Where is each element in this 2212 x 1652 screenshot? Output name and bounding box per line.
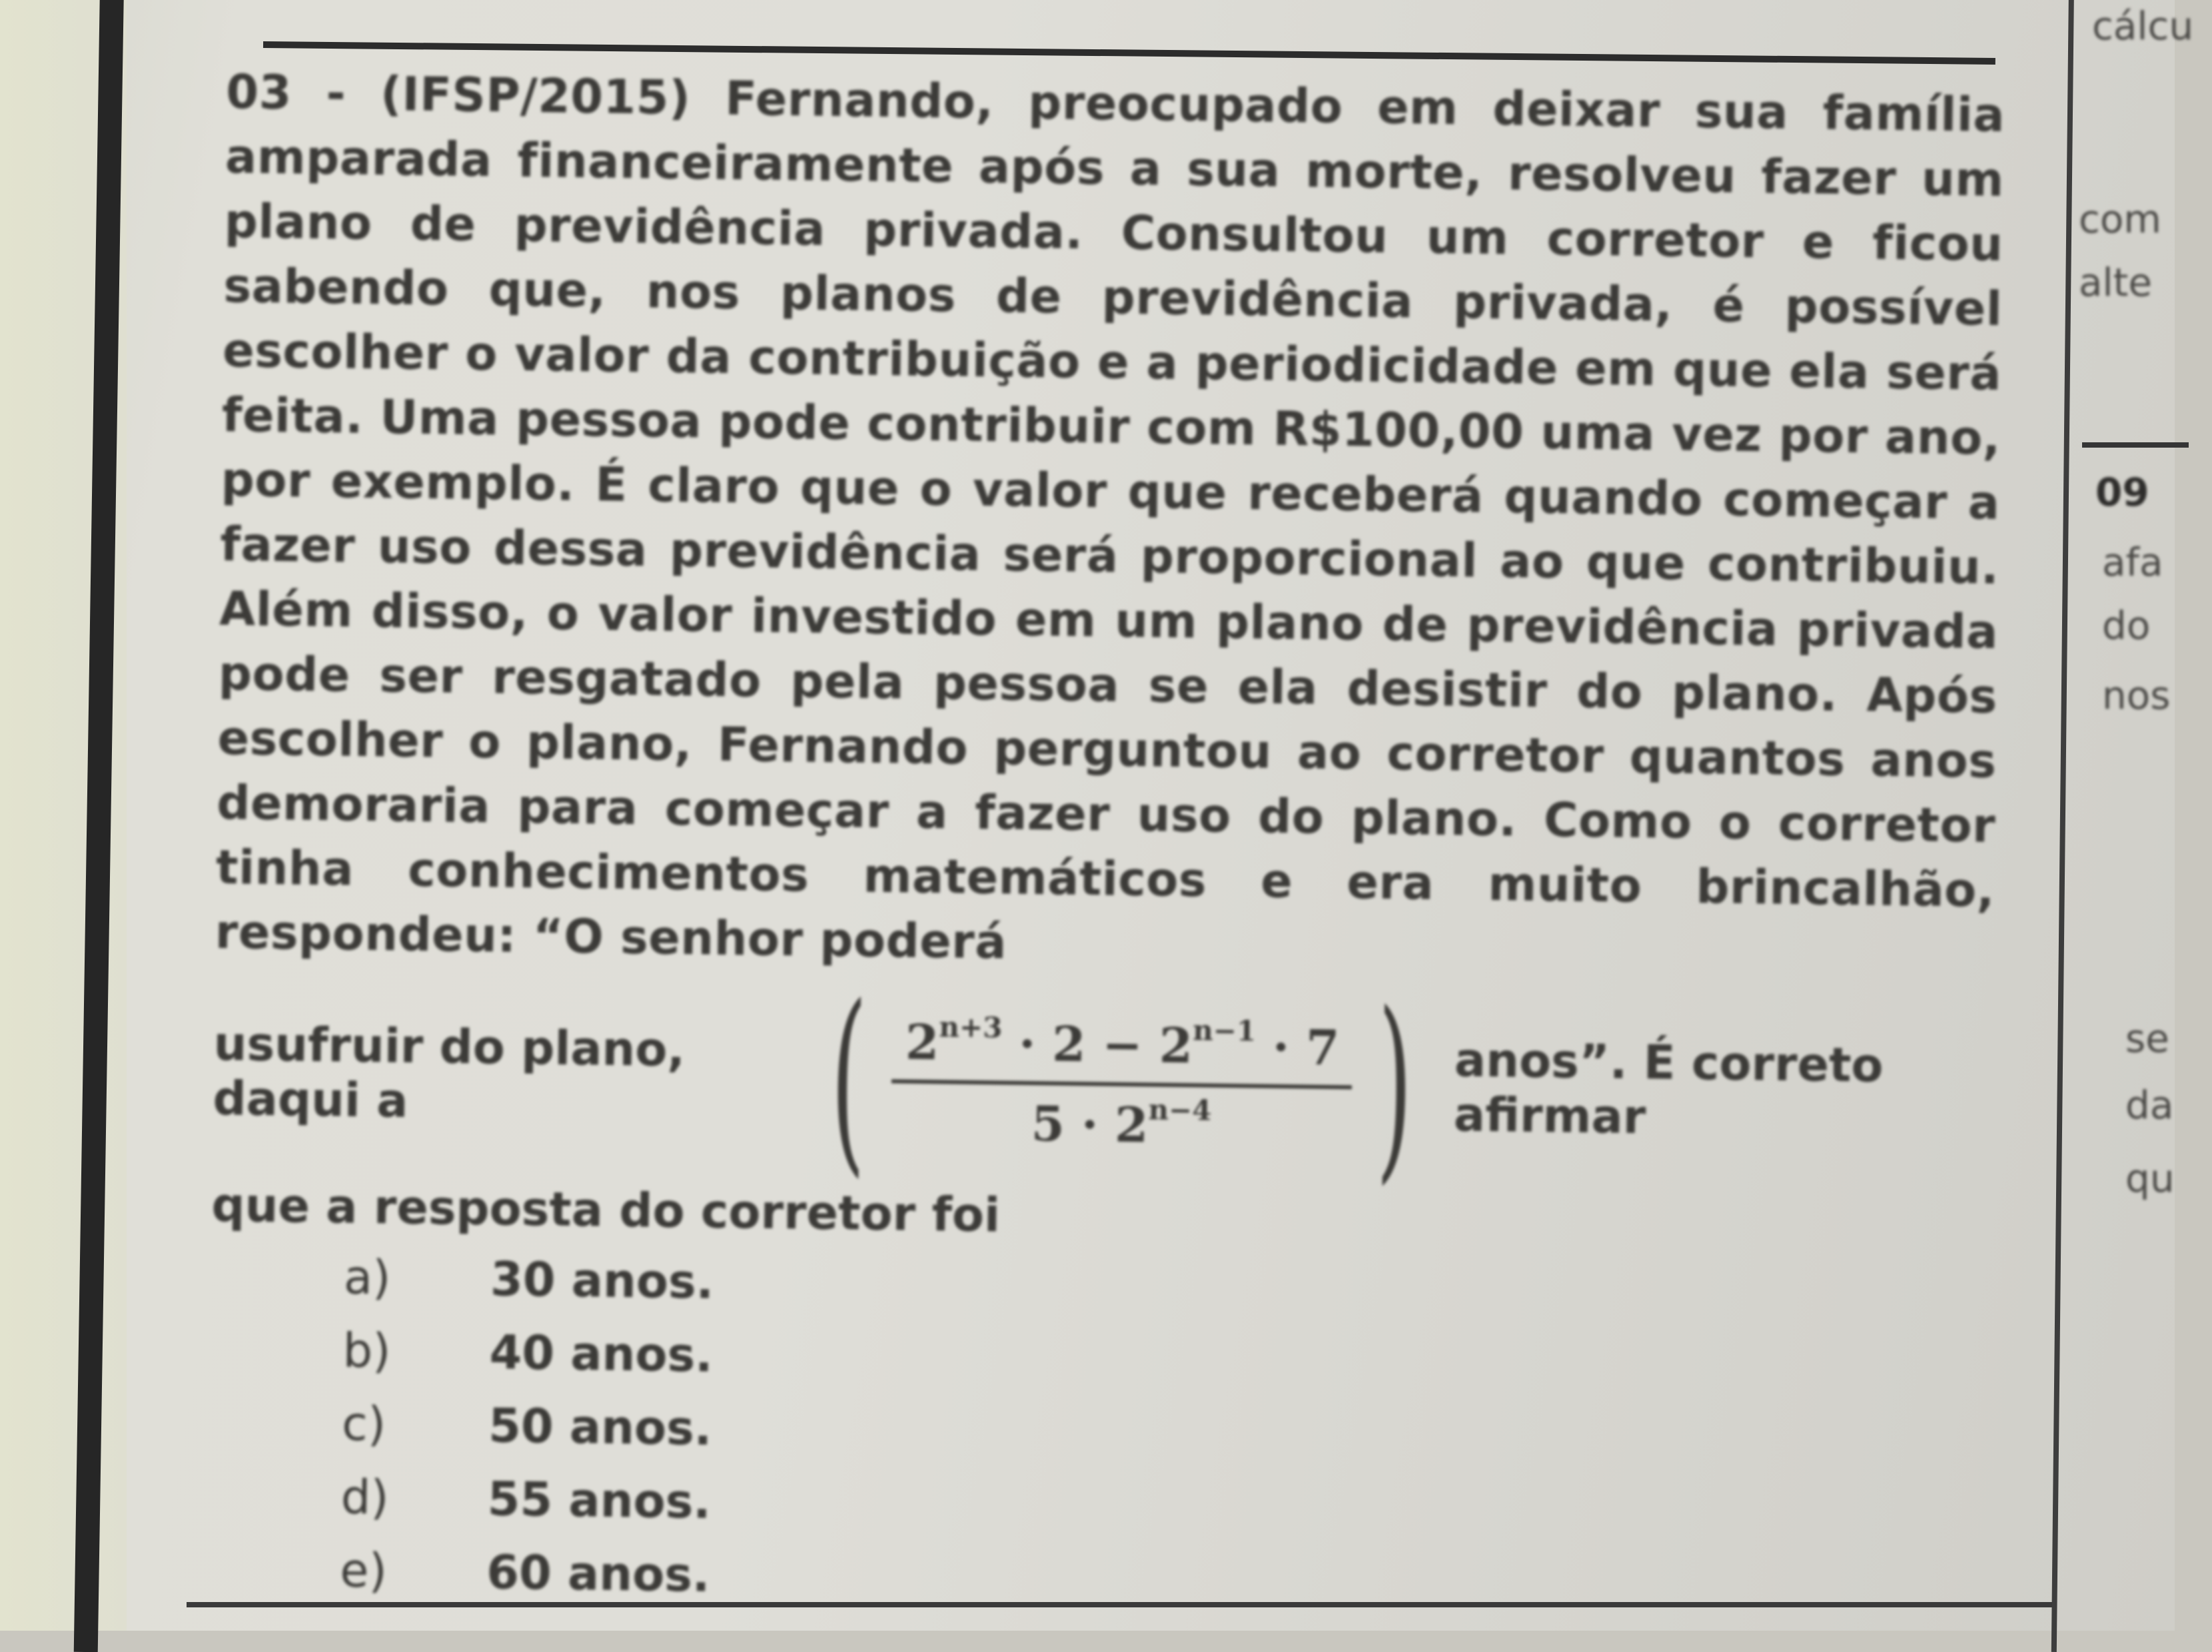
- side-text: com: [2079, 197, 2161, 242]
- side-text: qu: [2125, 1156, 2175, 1201]
- open-parenthesis: (: [830, 963, 868, 1196]
- side-text: nos: [2102, 673, 2171, 718]
- side-question-number: 09: [2095, 470, 2149, 515]
- formula-lead-text: usufruir do plano, daqui a: [213, 1016, 686, 1128]
- question-number: 03 -: [225, 64, 346, 121]
- question-block: [207, 60, 2005, 1629]
- fraction-bar: [891, 1079, 1352, 1089]
- column-divider: [2051, 0, 2074, 1652]
- formula-line: [212, 963, 1993, 1203]
- question-stem: [215, 60, 2005, 988]
- answer-options: [340, 1240, 1990, 1628]
- option-b[interactable]: b) 40 anos.: [342, 1323, 714, 1383]
- option-a[interactable]: a) 30 anos.: [343, 1250, 714, 1310]
- side-text: cálcu: [2092, 3, 2194, 49]
- question-text: Fernando, preocupado em deixar sua família amparada financeiramente após a sua morte, resolveu fazer um plano de previdência privada. Consultou um corretor e ficou sabendo que, nos planos de previdência privada, é possível escolher o valor da contribuição e a periodicidade em que ela será feita. Uma pessoa pode contribuir com R$100,00 uma vez por ano, por exemplo. É claro que o valor que receberá quando começar a fazer uso dessa previdência será proporcional ao que contribuiu. Além disso, o valor investido em um plano de previdência privada pode ser resgatado pela pessoa se ela desistir do plano. Após escolher o plano, Fernando perguntou ao corretor quantos anos demoraria para começar a fazer uso do plano. Como o corretor tinha conhecimentos matemáticos e era muito brincalhão, respondeu: “O senhor poderá: [215, 71, 2005, 970]
- question-source: (IFSP/2015): [380, 67, 692, 126]
- side-text: do: [2102, 603, 2151, 648]
- option-d[interactable]: d) 55 anos.: [340, 1469, 712, 1529]
- side-text: alte: [2079, 260, 2153, 305]
- option-e[interactable]: e) 60 anos.: [339, 1543, 711, 1603]
- side-text: afa: [2102, 540, 2163, 585]
- side-text: da: [2125, 1082, 2174, 1128]
- formula-trail-text: anos”. É correto afirmar: [1453, 1032, 1884, 1145]
- fraction-denominator: $5 \cdot 2^{n-4}$: [1031, 1093, 1212, 1154]
- question-top-rule: [263, 41, 1995, 65]
- side-text: se: [2125, 1016, 2169, 1061]
- fraction: [891, 1010, 1353, 1156]
- answer-lead-in: que a resposta do corretor foi: [211, 1177, 1001, 1243]
- fraction-numerator: $2^{n+3} \cdot 2 - 2^{n-1} \cdot 7$: [905, 1011, 1340, 1076]
- close-parenthesis: ): [1376, 969, 1414, 1203]
- option-c[interactable]: c) 50 anos.: [341, 1396, 712, 1456]
- adjacent-column: [2079, 0, 2212, 1631]
